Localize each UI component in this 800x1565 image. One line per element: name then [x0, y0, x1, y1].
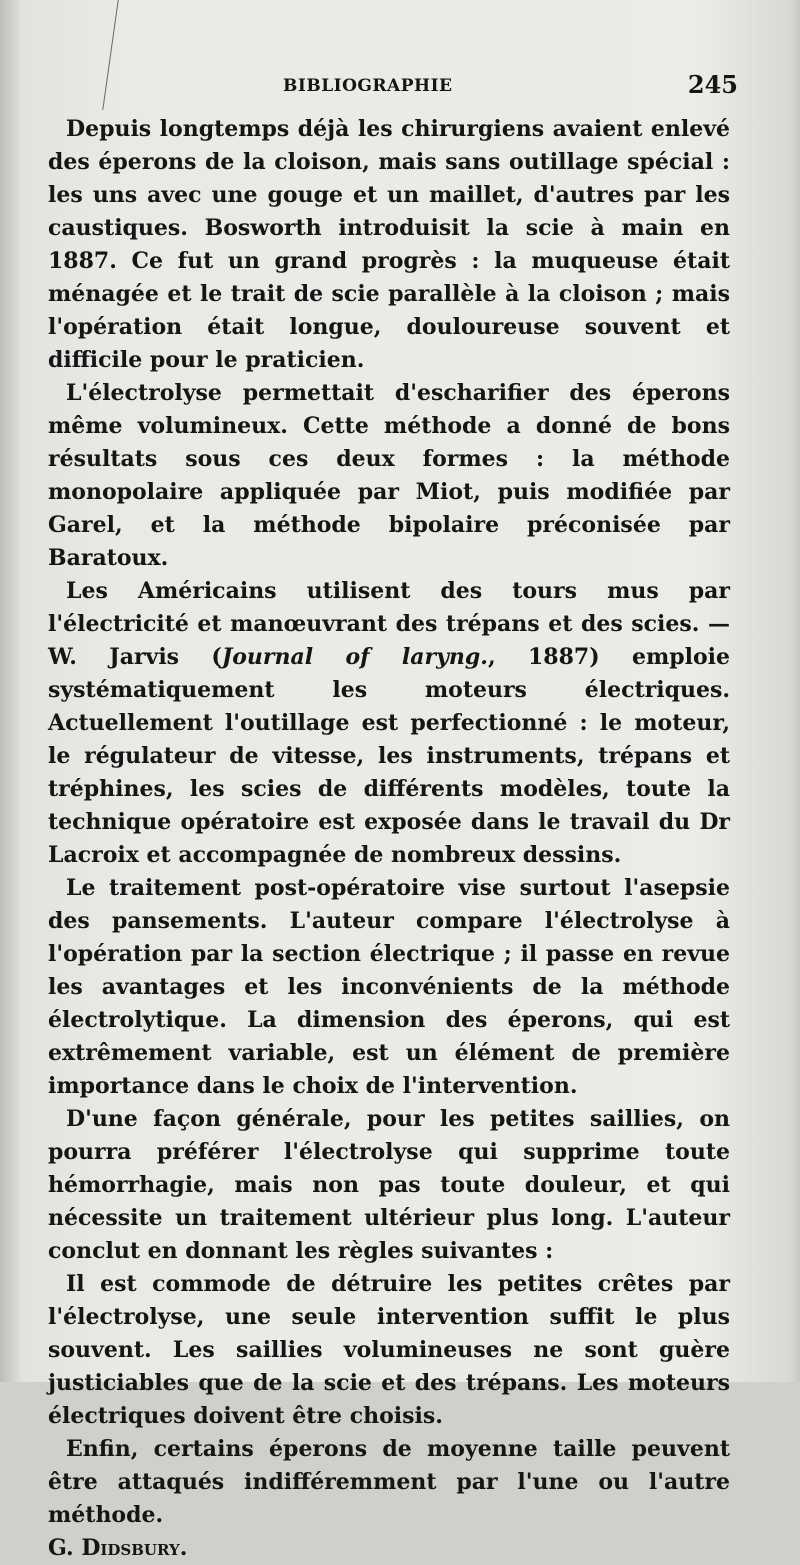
journal-citation: Journal of laryng. — [221, 644, 488, 670]
paragraph-3-start: Les Américains utilisent des tours mus par l'électricité et manœuvrant des trépans et des scies. — W. Jarvis ( — [48, 578, 730, 670]
paragraph-7: Enfin, certains éperons de moyenne taille peuvent être attaqués indifféremment par l'une ou l'autre méthode. — [48, 1436, 730, 1528]
paragraph-5: D'une façon générale, pour les petites saillies, on pourra préférer l'électrolyse qui supprime toute hémorrhagie, mais non pas toute douleur, et qui nécessite un traitement ultérieur plus long. L'auteur conclut en donnant les règles suivantes : — [48, 1106, 730, 1264]
running-head: BIBLIOGRAPHIE — [283, 76, 453, 96]
paragraph-4: Le traitement post-opératoire vise surtout l'asepsie des pansements. L'auteur compare l'électrolyse à l'opération par la section électrique ; il passe en revue les avantages et les inconvénients de la méthode électrolytique. La dimension des éperons, qui est extrêmement variable, est un élément de première importance dans le choix de l'intervention. — [48, 875, 730, 1099]
paragraph-3-end: , 1887) emploie systématiquement les moteurs électriques. Actuellement l'outillage est perfectionné : le moteur, le régulateur de vitesse, les instruments, trépans et tréphines, les scies de différents modèles, toute la technique opératoire est exposée dans le travail du Dr Lacroix et accompagnée de nombreux dessins. — [48, 644, 730, 868]
paragraph-2: L'électrolyse permettait d'escharifier des éperons même volumineux. Cette méthode a donné de bons résultats sous ces deux formes : la méthode monopolaire appliquée par Miot, puis modifiée par Garel, et la méthode bipolaire préconisée par Baratoux. — [48, 380, 730, 571]
author-signature: G. Didsbury. — [48, 1535, 188, 1561]
article-body — [48, 113, 730, 1565]
paragraph-3 — [48, 575, 730, 872]
paragraph-6: Il est commode de détruire les petites crêtes par l'électrolyse, une seule intervention suffit le plus souvent. Les saillies volumineuses ne sont guère justiciables que de la scie et des trépans. Les moteurs électriques doivent être choisis. — [48, 1271, 730, 1429]
page-header — [0, 68, 800, 98]
paragraph-1: Depuis longtemps déjà les chirurgiens avaient enlevé des éperons de la cloison, mais sans outillage spécial : les uns avec une gouge et un maillet, d'autres par les caustiques. Bosworth introduisit la scie à main en 1887. Ce fut un grand progrès : la muqueuse était ménagée et le trait de scie parallèle à la cloison ; mais l'opération était longue, douloureuse souvent et difficile pour le praticien. — [48, 116, 730, 373]
page-number: 245 — [687, 70, 738, 99]
